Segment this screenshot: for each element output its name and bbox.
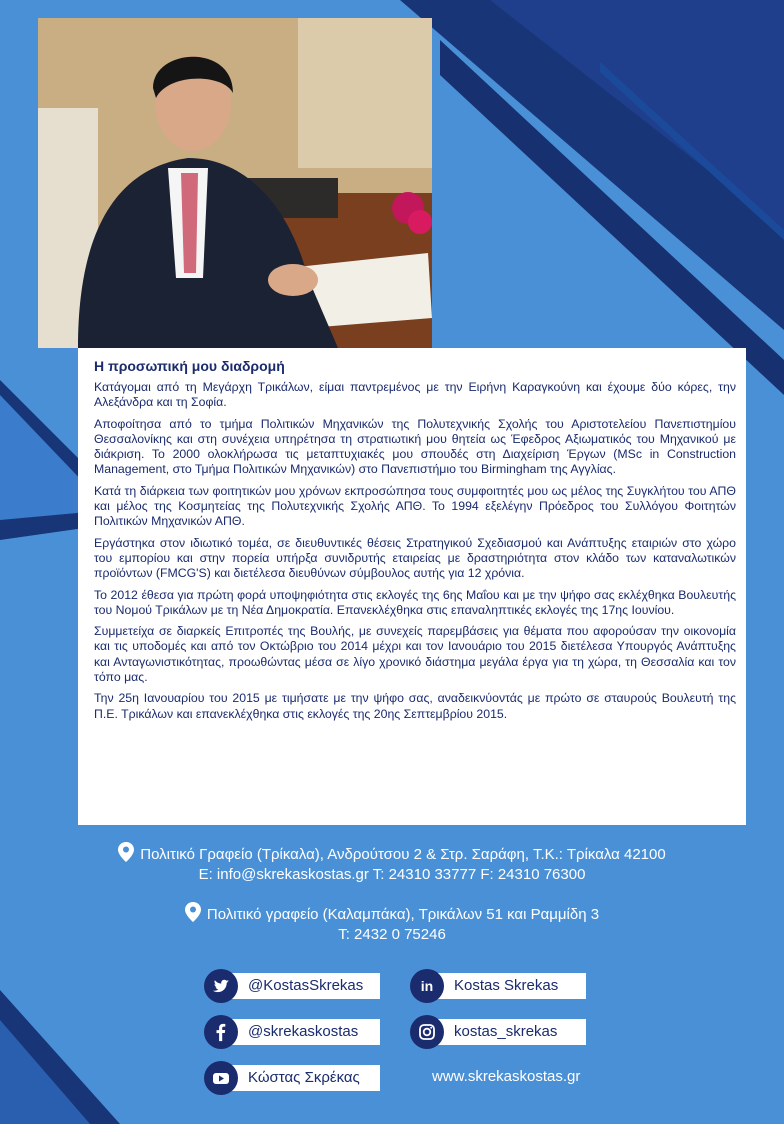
bio-paragraph-1: Κατάγομαι από τη Μεγάρχη Τρικάλων, είμαι παντρεμένος με την Ειρήνη Καραγκούνη και έχουμε δύο κόρες, την Αλεξάνδρα και τη Σοφία. (94, 380, 736, 410)
facebook-handle[interactable]: @skrekaskostas (226, 1019, 380, 1045)
bio-heading: Η προσωπική μου διαδρομή (94, 358, 285, 374)
instagram-link[interactable] (410, 1017, 586, 1047)
linkedin-icon[interactable] (410, 969, 444, 1003)
office1-address (0, 842, 784, 863)
linkedin-name[interactable]: Kostas Skrekas (432, 973, 586, 999)
portrait-photo (38, 18, 432, 348)
youtube-channel[interactable]: Κώστας Σκρέκας (226, 1065, 380, 1091)
bio-card (78, 348, 746, 825)
map-pin-icon (185, 902, 201, 922)
bio-paragraph-7: Την 25η Ιανουαρίου του 2015 με τιμήσατε με την ψήφο σας, αναδεικνύοντάς με πρώτο σε σταυρούς Βουλευτή της Π.Ε. Τρικάλων και επανεκλέχθηκα στις εκλογές της 20ης Σεπτεμβρίου 2015. (94, 691, 736, 721)
facebook-icon[interactable] (204, 1015, 238, 1049)
twitter-link[interactable] (204, 971, 380, 1001)
bio-paragraph-4: Εργάστηκα στον ιδιωτικό τομέα, σε διευθυντικές θέσεις Στρατηγικού Σχεδιασμού και Ανάπτυξης εταιριών στο χώρο του εμπορίου και στην πορεία υπήρξα συνιδρυτής εταιρείας με δραστηριότητα στον κλάδο των καταναλωτικών προϊόντων (FMCG'S) και διετέλεσα διευθύνων σύμβουλος αυτής για 12 χρόνια. (94, 535, 736, 581)
instagram-icon[interactable] (410, 1015, 444, 1049)
instagram-handle[interactable]: kostas_skrekas (432, 1019, 586, 1045)
youtube-icon[interactable] (204, 1061, 238, 1095)
bio-paragraph-5: Το 2012 έθεσα για πρώτη φορά υποψηφιότητα στις εκλογές της 6ης Μαΐου και με την ψήφο σας εκλέχθηκα Βουλευτής του Νομού Τρικάλων με τη Νέα Δημοκρατία. Επανεκλέχθηκα στις επαναληπτικές εκλογές της 17ης Ιουνίου. (94, 587, 736, 617)
office1-address-text: Πολιτικό Γραφείο (Τρίκαλα), Ανδρούτσου 2 & Στρ. Σαράφη, Τ.Κ.: Τρίκαλα 42100 (140, 846, 666, 863)
office2-phone: T: 2432 0 75246 (338, 926, 446, 943)
linkedin-link[interactable] (410, 971, 586, 1001)
map-pin-icon (118, 842, 134, 862)
bio-paragraph-2: Αποφοίτησα από το τμήμα Πολιτικών Μηχανικών της Πολυτεχνικής Σχολής του Αριστοτελείου Πανεπιστημίου Θεσσαλονίκης και στη συνέχεια υπηρέτησα τη στρατιωτική μου θητεία ως Έφεδρος Αξιωματικός του Μηχανικού με διάκριση. Το 2000 ολοκλήρωσα τις μεταπτυχιακές μου σπουδές στη Διαχείριση Έργων (MSc in Construction Management, στο Τμήμα Πολιτικών Μηχανικών) στο Πανεπιστήμιο του Birmingham της Αγγλίας. (94, 416, 736, 477)
website-link[interactable]: www.skrekaskostas.gr (432, 1068, 581, 1085)
youtube-link[interactable] (204, 1063, 380, 1093)
bio-paragraph-3: Κατά τη διάρκεια των φοιτητικών μου χρόνων εκπροσώπησα τους συμφοιτητές μου ως μέλος της Συγκλήτου του ΑΠΘ και μέλος της Κοσμητείας της Πολυτεχνικής Σχολής ΑΠΘ. Το 1994 εξελέγην Πρόεδρος του Συλλόγου Φοιτητών Πολιτικών Μηχανικών ΑΠΘ. (94, 483, 736, 529)
office1-contacts: E: info@skrekaskostas.gr T: 24310 33777 F: 24310 76300 (198, 866, 586, 883)
bio-paragraph-6: Συμμετείχα σε διαρκείς Επιτροπές της Βουλής, με συνεχείς παρεμβάσεις για θέματα που αφορούσαν την οικονομία και τις υποδομές και από τον Οκτώβριο του 2014 μέχρι και τον Ιανουάριο του 2015 διετέλεσα Υπουργός Ανάπτυξης και Ανταγωνιστικότητας, προωθώντας μέσα σε λίγο χρονικό διάστημα μεγάλα έργα για τη χώρα, τη Θεσσαλία και τον τόπο μας. (94, 624, 736, 685)
twitter-icon[interactable] (204, 969, 238, 1003)
office2-address (0, 902, 784, 923)
svg-text:in: in (420, 978, 434, 994)
facebook-link[interactable] (204, 1017, 380, 1047)
office2-address-text: Πολιτικό γραφείο (Καλαμπάκα), Τρικάλων 51 και Ραμμίδη 3 (206, 906, 600, 923)
twitter-handle[interactable]: @KostasSkrekas (226, 973, 380, 999)
